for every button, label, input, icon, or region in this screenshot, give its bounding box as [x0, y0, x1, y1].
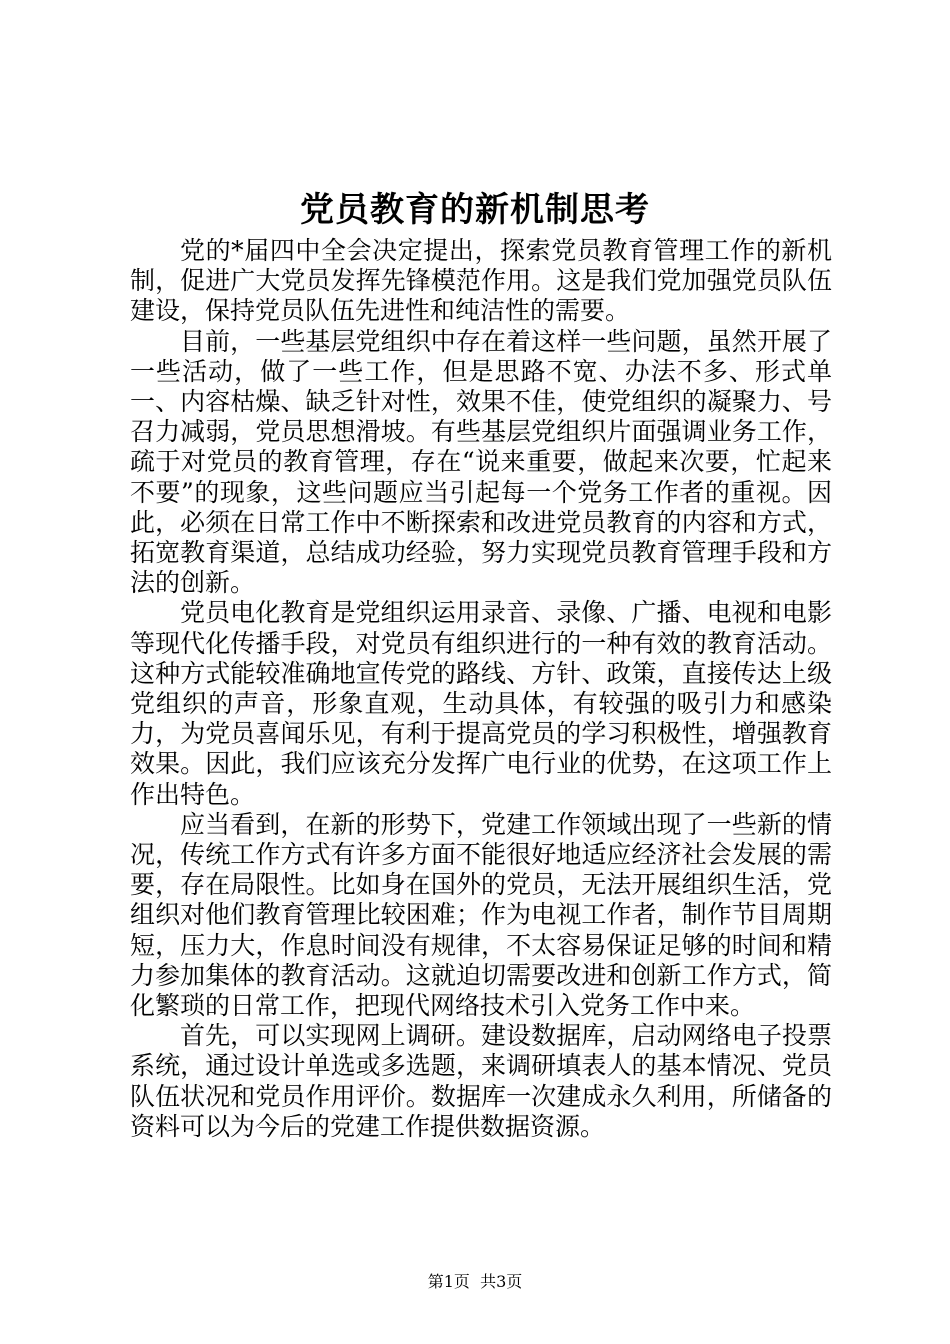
page-number: 第1页 [427, 1272, 470, 1291]
paragraph-5: 首先，可以实现网上调研。建设数据库，启动网络电子投票系统，通过设计单选或多选题，来调研填表人的基本情况、党员队伍状况和党员作用评价。数据库一次建成永久利用，所储备的资料可以为今后的党建工作提供数据资源。 [130, 1021, 832, 1141]
paragraph-1: 党的*届四中全会决定提出，探索党员教育管理工作的新机制，促进广大党员发挥先锋模范作用。这是我们党加强党员队伍建设，保持党员队伍先进性和纯洁性的需要。 [130, 236, 832, 326]
paragraph-4: 应当看到，在新的形势下，党建工作领域出现了一些新的情况，传统工作方式有许多方面不能很好地适应经济社会发展的需要，存在局限性。比如身在国外的党员，无法开展组织生活，党组织对他们教育管理比较困难；作为电视工作者，制作节目周期短，压力大，作息时间没有规律，不太容易保证足够的时间和精力参加集体的教育活动。这就迫切需要改进和创新工作方式，简化繁琐的日常工作，把现代网络技术引入党务工作中来。 [130, 809, 832, 1021]
document-body [130, 236, 832, 1142]
paragraph-2: 目前，一些基层党组织中存在着这样一些问题，虽然开展了一些活动，做了一些工作，但是思路不宽、办法不多、形式单一、内容枯燥、缺乏针对性，效果不佳，使党组织的凝聚力、号召力减弱，党员思想滑坡。有些基层党组织片面强调业务工作，疏于对党员的教育管理，存在“说来重要，做起来次要，忙起来不要”的现象，这些问题应当引起每一个党务工作者的重视。因此，必须在日常工作中不断探索和改进党员教育的内容和方式，拓宽教育渠道，总结成功经验，努力实现党员教育管理手段和方法的创新。 [130, 326, 832, 598]
paragraph-3: 党员电化教育是党组织运用录音、录像、广播、电视和电影等现代化传播手段，对党员有组织进行的一种有效的教育活动。这种方式能较准确地宣传党的路线、方针、政策，直接传达上级党组织的声音，形象直观，生动具体，有较强的吸引力和感染力，为党员喜闻乐见，有利于提高党员的学习积极性，增强教育效果。因此，我们应该充分发挥广电行业的优势，在这项工作上作出特色。 [130, 598, 832, 809]
page-footer [0, 1270, 950, 1294]
page-total: 共3页 [480, 1272, 523, 1291]
document-title: 党员教育的新机制思考 [300, 190, 650, 230]
